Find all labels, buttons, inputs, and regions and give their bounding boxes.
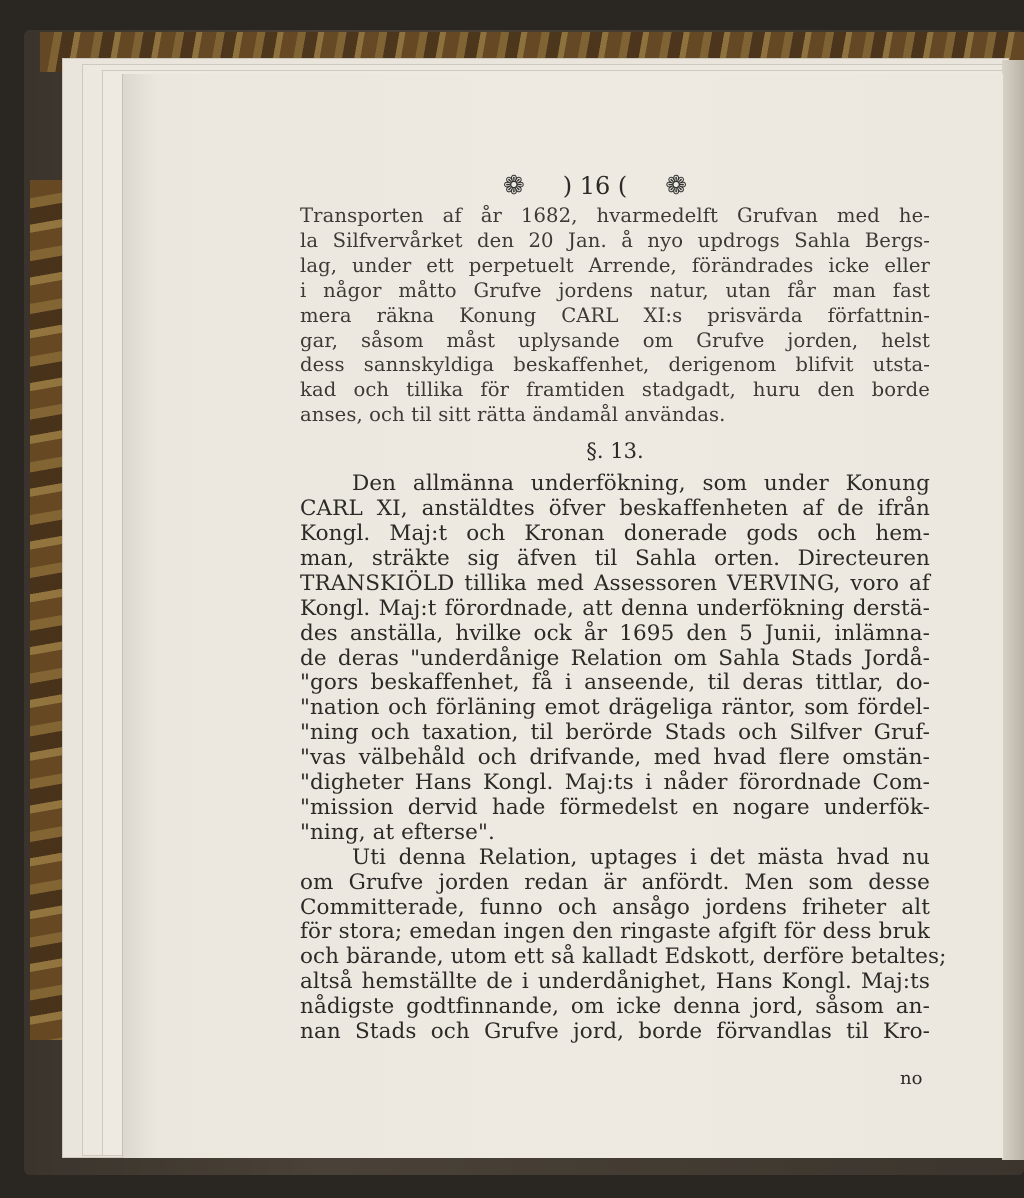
catchword: no [900,1068,923,1089]
text-line: nan Stads och Grufve jord, borde förvandlas til Kro- [300,1019,930,1045]
text-line: mera räkna Konung CARL XI:s prisvärda författnin- [300,303,930,327]
text-line: om Grufve jorden redan är anfördt. Men som desse [300,869,930,895]
text-line: "mission dervid hade förmedelst en nogare underfök- [300,794,930,820]
text-line: och bärande, utom ett så kalladt Edskott, derföre betaltes; [300,944,947,970]
page-right-edge [1002,60,1024,1160]
text-line: de deras "underdånige Relation om Sahla Stads Jordå- [300,645,930,671]
text-line: des anställa, hvilke ock år 1695 den 5 Junii, inlämna- [300,620,930,646]
text-line: la Silfverv​årket den 20 Jan. å nyo updrogs Sahla Bergs- [300,228,930,252]
text-line: dess sannskyldiga beskaffenhet, derigenom blifvit utsta- [300,353,930,377]
text-line: anses, och til sitt rätta ändamål användas. [300,403,726,427]
text-line: "ning, at efterse". [300,819,495,845]
text-line: kad och tillika för framtiden stadgadt, huru den borde [300,378,930,402]
text-line: Kongl. Maj:t och Kronan donerade gods och hem- [300,520,930,546]
text-line: Transporten af år 1682, hvarmedelft Grufvan med he- [300,204,930,227]
paragraph-2 [300,472,930,846]
page-header [260,168,930,204]
ornament-icon: ❁ [502,171,525,201]
text-line: "vas välbehåld och drifvande, med hvad flere omstän- [300,745,930,771]
text-line: gar, såsom måst uplysande om Grufve jorden, helst [300,328,930,352]
page-number: ) 16 ( [562,172,628,200]
text-line: nådigste godtfinnande, om icke denna jord, såsom an- [300,994,930,1020]
text-line: "nation och förläning emot drägeliga räntor, som fördel- [300,695,930,721]
text-line: CARL XI, anstäldtes öfver beskaffenheten af de ifrån [300,496,930,522]
ornament-icon: ❁ [665,171,688,201]
text-line: i någor måtto Grufve jordens natur, utan får man fast [300,278,930,302]
paragraph-1 [300,204,930,428]
section-heading: §. 13. [586,439,644,464]
text-line: lag, under ett perpetuelt Arrende, förändrades icke eller [300,253,930,277]
text-line: man, sträkte sig äfven til Sahla orten. Directeuren [300,545,930,571]
text-line: för stora; emedan ingen den ringaste afgift för dess bruk [300,919,930,945]
text-line: TRANSKIÖLD tillika med Assessoren VERVING, voro af [300,570,930,596]
text-line: Den allmänna underfökning, som under Konung [352,471,930,497]
text-line: "ning och taxation, til berörde Stads och Silfver Gruf- [300,720,930,746]
page-text [300,168,947,1045]
marbled-edge-left [30,180,64,1040]
text-line: Committerade, funno och ansågo jordens friheter alt [300,894,930,920]
text-line: "gors beskaffenhet, få i anseende, til deras tittlar, do- [300,670,930,696]
paragraph-3 [300,844,947,1045]
text-line: Uti denna Relation, uptages i det mästa hvad nu [352,844,930,870]
text-line: "digheter Hans Kongl. Maj:ts i nåder förordnade Com- [300,770,930,796]
text-line: altså hemställte de i underdånighet, Hans Kongl. Maj:ts [300,969,930,995]
text-line: Kongl. Maj:t förordnade, att denna underfökning derstä- [300,595,930,621]
